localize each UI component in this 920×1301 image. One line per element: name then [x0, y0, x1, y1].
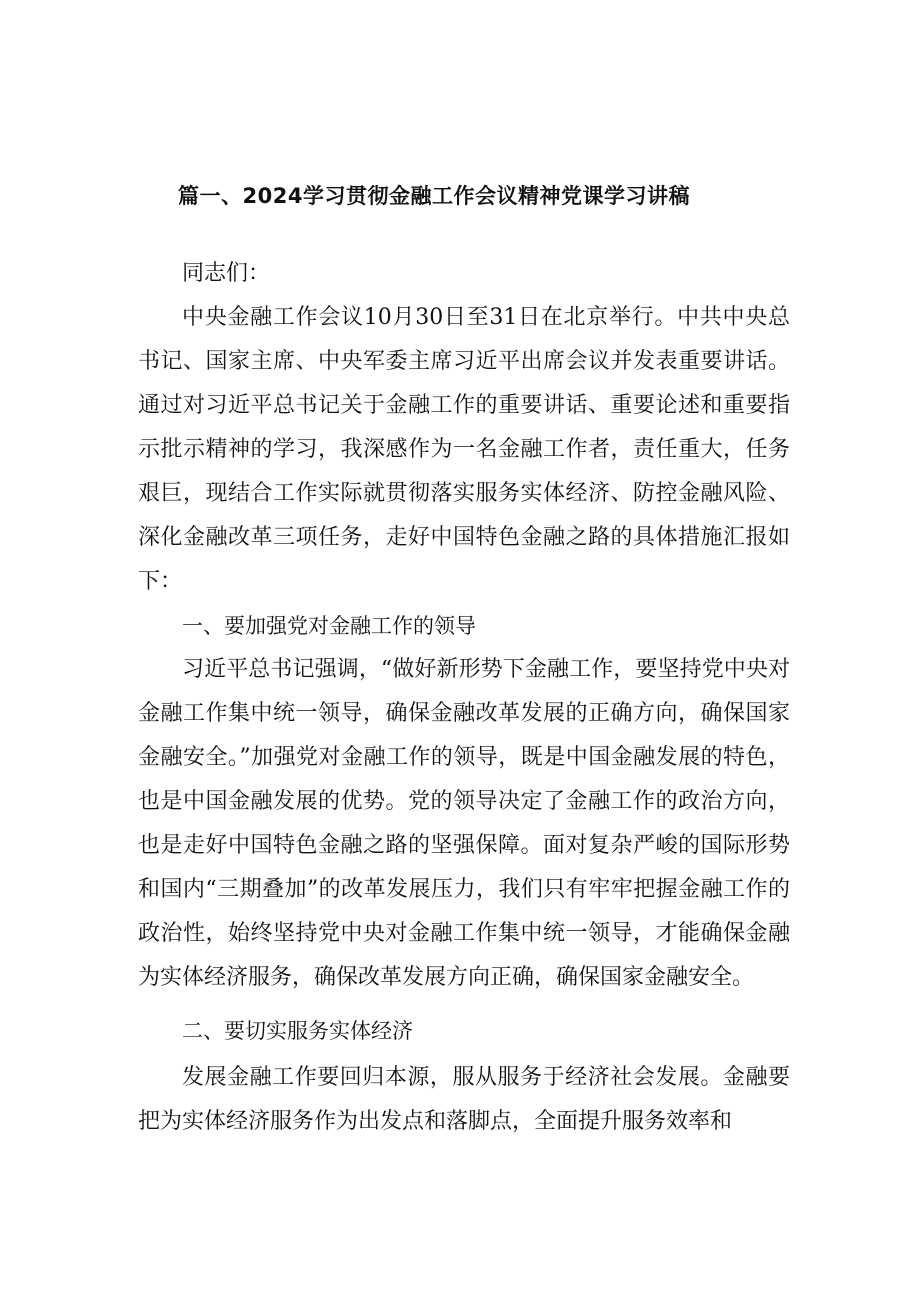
section-heading-2: 二、要切实服务实体经济 — [182, 1019, 413, 1043]
section-body-1: 习近平总书记强调，“做好新形势下金融工作，要坚持党中央对金融工作集中统一领导，确保金融改革发展的正确方向，确保国家金融安全。”加强党对金融工作的领导，既是中国金融发展的特色，也是中国金融发展的优势。党的领导决定了金融工作的政治方向，也是走好中国特色金融之路的坚强保障。面对复杂严峻的国际形势和国内“三期叠加”的改革发展压力，我们只有牢牢把握金融工作的政治性，始终坚持党中央对金融工作集中统一领导，才能确保金融为实体经济服务，确保改革发展方向正确，确保国家金融安全。 — [138, 657, 790, 990]
intro-paragraph: 中央金融工作会议10月30日至31日在北京举行。中共中央总书记、国家主席、中央军委主席习近平出席会议并发表重要讲话。通过对习近平总书记关于金融工作的重要讲话、重要论述和重要指示批示精神的学习，我深感作为一名金融工作者，责任重大，任务艰巨，现结合工作实际就贯彻落实服务实体经济、防控金融风险、深化金融改革三项任务，走好中国特色金融之路的具体措施汇报如下： — [138, 305, 790, 594]
salutation: 同志们： — [182, 261, 271, 286]
section-heading-1: 一、要加强党对金融工作的领导 — [182, 614, 476, 638]
section-body-2: 发展金融工作要回归本源，服从服务于经济社会发展。金融要把为实体经济服务作为出发点和落脚点，全面提升服务效率和 — [138, 1065, 790, 1134]
document-title: 篇一、2024学习贯彻金融工作会议精神党课学习讲稿 — [178, 184, 690, 208]
document-body — [138, 252, 790, 1144]
